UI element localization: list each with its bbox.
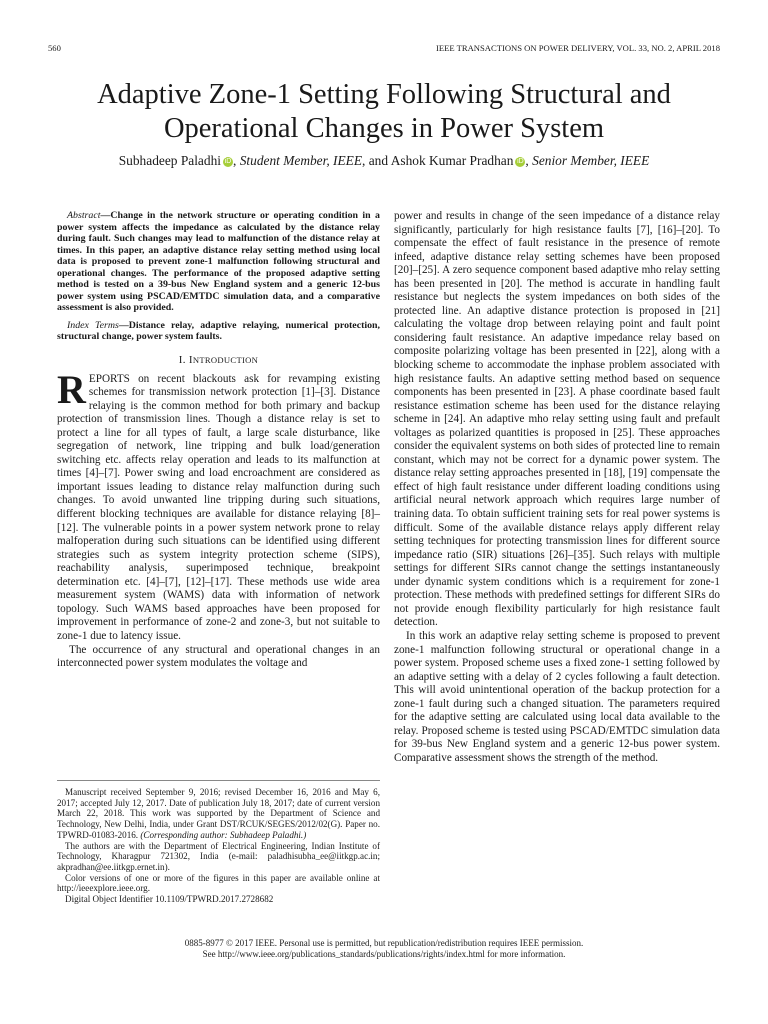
footnote-affiliation: The authors are with the Department of Electrical Engineering, Indian Institute of Technology, Kharagpur 721302, India (e-mail: paladhisubha_ee@iitkgp.ac.in; akpradhan@ee.iitkgp.ernet.in). [57,840,380,872]
author-2-name: Ashok Kumar Pradhan [390,153,514,168]
page-number: 560 [48,43,61,53]
author-1-name: Subhadeep Paladhi [118,153,221,168]
intro-paragraph-4: In this work an adaptive relay setting scheme is proposed to prevent zone-1 malfunction following structural or operational change in a power system. Proposed scheme uses a fixed zone-1 setting followed by an adaptive setting with a delay of 2 cycles following a fault detection. This will avoid unintentional operation of the backup protection for a zone-1 fault during such a changed situation. The parameters required for the adaptive setting are calculated using local data available to the relay. Proposed scheme is tested using PSCAD/EMTDC simulation data for 39-bus New England system and a generic 12-bus power system. Comparative assessment shows the strength of the method. [394,629,720,764]
section-number: I. [178,354,186,367]
abstract-text: —Change in the network structure or operating condition in a power system affects the impedance as calculated by the distance relay during fault. Such changes may lead to malfunction of the distance relay at times. In this paper, an adaptive distance relay setting method using local data is proposed to prevent zone-1 malfunction following structural and operational changes. The performance of the proposed adaptive setting method is tested on a 39-bus New England system and a generic 12-bus power system using PSCAD/EMTDC simulation data, and a comparative assessment is also provided. [57,210,380,314]
paper-title: Adaptive Zone-1 Setting Following Structural and Operational Changes in Power System [97,79,671,144]
footnote-color: Color versions of one or more of the figures in this paper are available online at http://ieeexplore.ieee.org. [57,872,380,894]
section-title-first: I [188,354,193,367]
copyright-line: 0885-8977 © 2017 IEEE. Personal use is permitted, but republication/redistribution requires IEEE permission. [184,938,584,948]
abstract [57,210,380,314]
author-line: Subhadeep Paladhi iD , Student Member, IEEE, and Ashok Kumar Pradhan iD , Senior Member, IEEE [118,153,650,168]
section-heading [57,354,380,368]
author-2-role: Senior Member, IEEE [532,153,650,168]
left-column [57,210,380,671]
orcid-icon[interactable]: iD [517,158,524,165]
index-terms [57,320,380,343]
index-terms-label: Index Terms [67,319,119,331]
intro-paragraph-1: REPORTS on recent blackouts ask for revamping existing schemes for transmission network protection [1]–[3]. Distance relaying is the common method for both primary and backup protection of transmission lines. Though a distance relay is set to protect a line for all types of fault, a large scale disturbance, like segregation of network, line tripping and bulk load/generation switching etc. affects relay operation and leads to its malfunction at times [4]–[7]. Power swing and load encroachment are considered as important issues leading to distance relay malfunction during such changes. To avoid unwanted line tripping during such situations, different blocking techniques are available for distance relaying [8]–[12]. The vulnerable points in a power system network prone to relay malfoperation during such situations can be identified using different strategies such as system integrity protection scheme (SIPS), reachability analysis, superimposed technique, breakpoint determination etc. [4]–[7], [12]–[17]. These methods use wide area measurement system (WAMS) data with information of network topology. Such WAMS based approaches have been proposed for improvement in performance of zone-2 and zone-3, but not suitable to zone-1 due to latency issue. [57,366,380,642]
intro-paragraph-3: power and results in change of the seen impedance of a distance relay significantly, particularly for high resistance faults [7], [16]–[20]. To compensate the effect of fault resistance in the presence of remote infeed, adaptive distance relay setting schemes have been proposed [20]–[25]. A zero sequence component based adaptive mho relay setting has been presented in [20]. The method is accurate in handling fault resistance but neglects the system impedances on both sides of the protected line. An adaptive distance protection is proposed in [21] calculating the voltage drop between relaying point and fault point considering fault resistance. An adaptive impedance relay based on composite polarizing voltage has been presented in [22], along with a blocking scheme to accommodate the inphase problem associated with high resistance faults. An adaptive setting method based on sequence components has been presented in [23]. A phase coordinate based fault resistance estimation scheme has been used for the distance relaying scheme in [24]. An adaptive mho relay setting using fault and prefault voltages as polarized quantities is proposed in [25]. These approaches consider the equivalent systems on both sides of protected line to remain constant, which may not be correct for a dynamic power system. The distance relay setting approaches presented in [18], [19] compensate the effect of high fault resistance under different loading conditions using artificial neural network approach which requires large number of training data. To obtain sufficient training sets for real power systems is difficult. Some of the available distance relays apply different relay setting techniques for protecting transmission lines for different source impedance ratio (SIR) situations [26]–[35]. Such relays with multiple settings for different SIRs cannot change the settings instantaneously under dynamic system conditions which is a requirement for zone-1 protection. These methods with predefined settings for different SIRs do not provide enough flexibility particularly for high resistance fault detection. [394,210,720,629]
rights-link-line: See http://www.ieee.org/publications_standards/publications/rights/index.html for more information. [202,949,566,959]
footnotes [57,780,380,905]
copyright-footer [40,938,728,960]
intro-paragraph-2: The occurrence of any structural and operational changes in an interconnected power system modulates the voltage and [57,643,380,670]
section-title-rest: NTRODUCTION [192,355,259,366]
orcid-icon[interactable]: iD [224,158,232,165]
journal-name: IEEE TRANSACTIONS ON POWER DELIVERY, VOL. 33, NO. 2, APRIL 2018 [436,43,720,53]
footnote-manuscript: Manuscript received September 9, 2016; revised December 16, 2016 and May 6, 2017; accepted July 12, 2017. Date of publication July 18, 2017; date of current version March 22, 2018. This work was supported by the Department of Science and Technology, New Delhi, India, under Grant DST/RCUK/SEGES/2012/02(G). Paper no. TPWRD-01083-2016. (Corresponding author: Subhadeep Paladhi.) [57,787,380,840]
abstract-label: Abstract [67,210,101,221]
index-terms-text: —Distance relay, adaptive relaying, numerical protection, structural change, power system faults. [57,319,381,343]
author-conjunction: , and [362,153,389,168]
footnote-doi: Digital Object Identifier 10.1109/TPWRD.2017.2728682 [65,894,274,905]
drop-cap: R [57,366,86,412]
author-1-role: Student Member, IEEE [239,153,363,168]
right-column [394,210,720,765]
footnote-rule [57,780,380,781]
